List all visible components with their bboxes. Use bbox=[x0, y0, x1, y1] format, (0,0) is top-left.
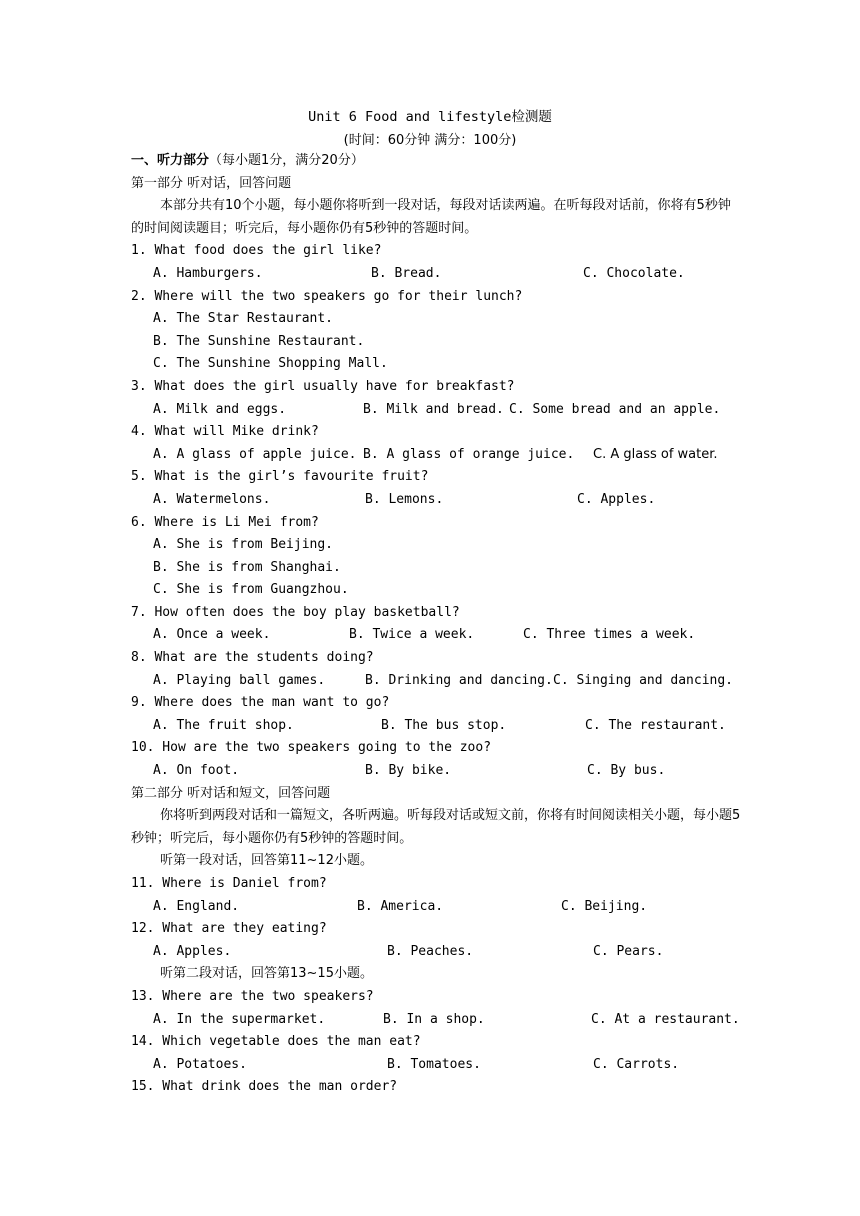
option: C. Carrots. bbox=[593, 1056, 680, 1072]
option: B. Bread. bbox=[371, 265, 442, 281]
question-12: 12. What are they eating? bbox=[131, 921, 327, 937]
part2-title: 第二部分 听对话和短文，回答问题 bbox=[131, 785, 331, 801]
question-10-options bbox=[131, 760, 741, 783]
option: C. Apples. bbox=[577, 491, 656, 507]
section-heading-note: （每小题1分，满分20分） bbox=[209, 153, 364, 168]
option: A. Playing ball games. bbox=[153, 672, 326, 688]
question-9: 9. Where does the man want to go? bbox=[131, 695, 390, 711]
option: C. At a restaurant. bbox=[591, 1011, 740, 1027]
question-1-options bbox=[131, 263, 741, 286]
question-13: 13. Where are the two speakers? bbox=[131, 988, 374, 1004]
option: B. She is from Shanghai. bbox=[153, 559, 341, 575]
question-3: 3. What does the girl usually have for breakfast? bbox=[131, 378, 515, 394]
question-15: 15. What drink does the man order? bbox=[131, 1079, 398, 1095]
question-10: 10. How are the two speakers going to the zoo? bbox=[131, 740, 492, 756]
option: A. Hamburgers. bbox=[153, 265, 263, 281]
question-14-options bbox=[131, 1054, 741, 1077]
question-4-options bbox=[131, 444, 741, 467]
option: B. A glass of orange juice. bbox=[363, 446, 575, 462]
option: B. The Sunshine Restaurant. bbox=[153, 333, 365, 349]
section-heading bbox=[131, 150, 741, 173]
part1-title: 第一部分 听对话，回答问题 bbox=[131, 175, 292, 191]
part1-instructions: 本部分共有10个小题，每小题你将听到一段对话，每段对话读两遍。在听每段对话前，你将有5秒钟的时间阅读题目；听完后，每小题你仍有5秒钟的答题时间。 bbox=[131, 198, 731, 236]
option: C. By bus. bbox=[587, 763, 666, 779]
option: C. Beijing. bbox=[561, 898, 648, 914]
option: A. Once a week. bbox=[153, 627, 271, 643]
option: C. She is from Guangzhou. bbox=[153, 582, 349, 598]
question-1: 1. What food does the girl like? bbox=[131, 243, 382, 259]
option: B. Tomatoes. bbox=[387, 1056, 481, 1072]
question-5-options bbox=[131, 489, 741, 512]
option: B. By bike. bbox=[365, 763, 452, 779]
question-11-options bbox=[131, 896, 741, 919]
question-14: 14. Which vegetable does the man eat? bbox=[131, 1034, 421, 1050]
option: B. Drinking and dancing. bbox=[365, 672, 553, 688]
question-6: 6. Where is Li Mei from? bbox=[131, 514, 319, 530]
option: A. Milk and eggs. bbox=[153, 401, 287, 417]
question-7: 7. How often does the boy play basketball? bbox=[131, 604, 460, 620]
option: B. America. bbox=[357, 898, 444, 914]
question-8: 8. What are the students doing? bbox=[131, 650, 374, 666]
option: A. In the supermarket. bbox=[153, 1011, 326, 1027]
question-7-options bbox=[131, 624, 741, 647]
option: A. Watermelons. bbox=[153, 491, 271, 507]
option: A. England. bbox=[153, 898, 240, 914]
question-2: 2. Where will the two speakers go for their lunch? bbox=[131, 288, 523, 304]
option: B. Milk and bread. bbox=[363, 401, 504, 417]
question-4: 4. What will Mike drink? bbox=[131, 424, 319, 440]
option: C. Singing and dancing. bbox=[553, 672, 734, 688]
option: C. Some bread and an apple. bbox=[509, 401, 721, 417]
part2-instructions: 你将听到两段对话和一篇短文，各听两遍。听每段对话或短文前，你将有时间阅读相关小题，每小题5秒钟；听完后，每小题你仍有5秒钟的答题时间。 bbox=[131, 808, 741, 846]
page-title bbox=[0, 106, 860, 130]
option: B. In a shop. bbox=[383, 1011, 485, 1027]
option: C. The Sunshine Shopping Mall. bbox=[153, 356, 388, 372]
option: A. On foot. bbox=[153, 763, 240, 779]
option: A. The fruit shop. bbox=[153, 717, 294, 733]
question-8-options bbox=[131, 670, 741, 693]
title-chinese: 检测题 bbox=[511, 109, 552, 125]
title-english: Unit 6 Food and lifestyle bbox=[308, 109, 512, 125]
question-13-options bbox=[131, 1009, 741, 1032]
question-12-options bbox=[131, 941, 741, 964]
dialog1-intro: 听第一段对话，回答第11~12小题。 bbox=[160, 853, 373, 869]
option: A. The Star Restaurant. bbox=[153, 311, 334, 327]
option: C. Pears. bbox=[593, 943, 664, 959]
dialog2-intro: 听第二段对话，回答第13~15小题。 bbox=[160, 966, 373, 982]
option: A. Potatoes. bbox=[153, 1056, 247, 1072]
page-subtitle: (时间：60分钟 满分：100分) bbox=[343, 132, 517, 148]
option: C. Three times a week. bbox=[523, 627, 696, 643]
question-3-options bbox=[131, 399, 741, 422]
question-9-options bbox=[131, 715, 741, 738]
question-11: 11. Where is Daniel from? bbox=[131, 876, 327, 891]
option: B. Peaches. bbox=[387, 943, 474, 959]
section-heading-title: 一、听力部分 bbox=[131, 153, 210, 168]
question-5: 5. What is the girl’s favourite fruit? bbox=[131, 469, 429, 485]
option: A. She is from Beijing. bbox=[153, 537, 334, 553]
option: B. The bus stop. bbox=[381, 717, 507, 733]
option: A. A glass of apple juice. bbox=[153, 446, 357, 462]
option: B. Lemons. bbox=[365, 491, 444, 507]
option: C. A glass of water. bbox=[593, 446, 718, 462]
exam-content bbox=[131, 150, 741, 1099]
option: A. Apples. bbox=[153, 943, 232, 959]
option: B. Twice a week. bbox=[349, 627, 475, 643]
option: C. The restaurant. bbox=[585, 717, 726, 733]
option: C. Chocolate. bbox=[583, 265, 685, 281]
